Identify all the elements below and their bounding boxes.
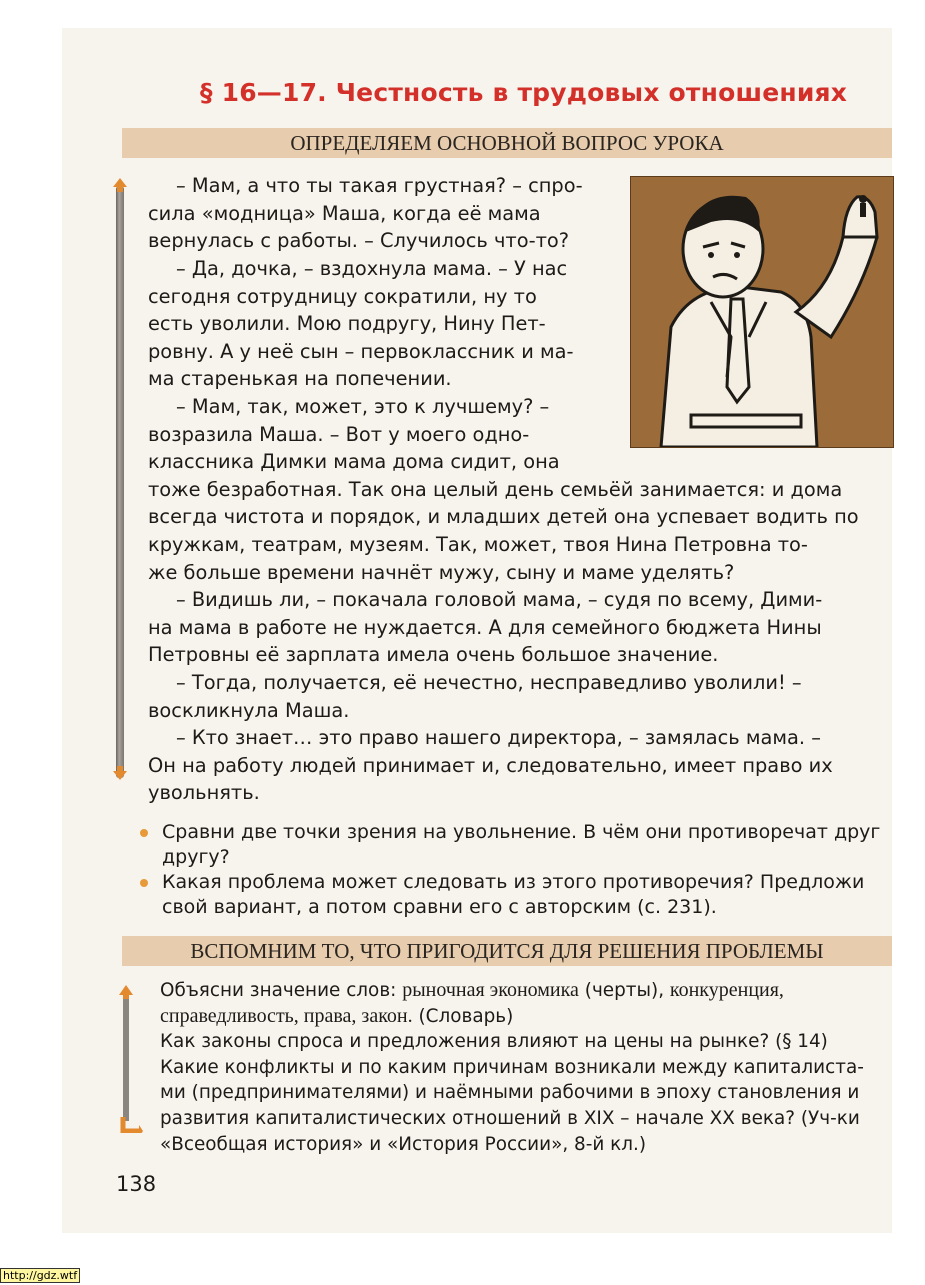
dialogue-paragraph-4 xyxy=(148,586,893,669)
dialogue-paragraph-5 xyxy=(148,669,893,724)
text-line: – Видишь ли, – покачала головой мама, – судя по всему, Дими- xyxy=(176,588,823,611)
term: конкуренция, xyxy=(669,979,784,1001)
text-fragment: (черты), xyxy=(578,980,670,1001)
section-header-lesson-question: ОПРЕДЕЛЯЕМ ОСНОВНОЙ ВОПРОС УРОКА xyxy=(122,128,892,158)
page-number: 138 xyxy=(116,1172,157,1196)
text-line xyxy=(160,1004,895,1030)
text-line: Какая проблема может следовать из этого противоречия? Предложи xyxy=(162,871,865,893)
text-line: тоже безработная. Так она целый день семьёй занимается: и дома xyxy=(148,477,843,501)
term: справедливость, права, закон. xyxy=(160,1004,413,1027)
text-line: есть уволили. Мою подругу, Нину Пет- xyxy=(148,312,546,336)
question-1 xyxy=(162,820,897,870)
recall-list xyxy=(160,978,895,1157)
text-line: увольнять. xyxy=(148,781,260,805)
text-line: Как законы спроса и предложения влияют на цены на рынке? (§ 14) xyxy=(160,1031,828,1053)
text-line: Он на работу людей принимает и, следовательно, имеет право их xyxy=(148,753,833,777)
arrow-up-icon xyxy=(113,178,127,192)
dialogue-paragraph-2 xyxy=(148,255,613,393)
text-line: вернулась с работы. – Случилось что-то? xyxy=(148,229,570,253)
arrow-down-icon xyxy=(113,766,127,780)
term: рыночная экономика xyxy=(402,979,579,1001)
text-line: – Мам, так, может, это к лучшему? – xyxy=(176,395,550,418)
text-line: – Да, дочка, – вздохнула мама. – У нас xyxy=(176,257,568,280)
text-line: Петровны её зарплата имела очень большое значение. xyxy=(148,643,719,667)
text-line: сегодня сотрудницу сократили, ну то xyxy=(148,284,537,308)
text-line: на мама в работе не нуждается. А для семейного бюджета Нины xyxy=(148,615,822,639)
text-line: другу? xyxy=(162,846,230,868)
bullet-icon xyxy=(140,829,148,837)
text-line: – Кто знает… это право нашего директора, – замялась мама. – xyxy=(176,726,821,749)
text-line: Какие конфликты и по каким причинам возникали между капиталиста- xyxy=(160,1056,864,1078)
text-line: ровну. А у неё сын – первоклассник и ма- xyxy=(148,339,574,363)
recall-bracket xyxy=(115,985,143,1133)
text-line: – Тогда, получается, её нечестно, несправедливо уволили! – xyxy=(176,671,802,694)
text-fragment: Объясни значение слов: xyxy=(160,980,403,1001)
text-line: ма старенькая на попечении. xyxy=(148,367,452,391)
bullet-icon xyxy=(140,879,148,887)
question-2 xyxy=(162,870,897,920)
text-line: сила «модница» Маша, когда её мама xyxy=(148,201,541,225)
dialogue-bracket xyxy=(116,186,124,778)
text-line: «Всеобщая история» и «История России», 8-й кл.) xyxy=(160,1133,647,1155)
text-line: – Мам, а что ты такая грустная? – спро- xyxy=(176,174,583,197)
text-line: всегда чистота и порядок, и младших детей она успевает водить по xyxy=(148,505,859,529)
text-line: развития капиталистических отношений в XIX – начале XX века? (Уч-ки xyxy=(160,1107,860,1129)
text-line: возразила Маша. – Вот у моего одно- xyxy=(148,422,530,446)
watermark-link[interactable]: http://gdz.wtf xyxy=(0,1268,80,1283)
text-line: свой вариант, а потом сравни его с авторским (с. 231). xyxy=(162,896,717,918)
page-title: § 16—17. Честность в трудовых отношениях xyxy=(200,78,848,107)
dialogue-paragraph-3 xyxy=(148,393,893,586)
text-line: кружкам, театрам, музеям. Так, может, твоя Нина Петровна то- xyxy=(148,532,808,556)
text-line: классника Димки мама дома сидит, она xyxy=(148,450,560,474)
dialogue-paragraph-6 xyxy=(148,724,893,807)
text-line: же больше времени начнёт мужу, сыну и маме уделять? xyxy=(148,560,735,584)
text-line xyxy=(160,978,895,1004)
text-line: воскликнула Маша. xyxy=(148,698,350,722)
text-line: ми (предпринимателями) и наёмными рабочими в эпоху становления и xyxy=(160,1082,860,1104)
dialogue-paragraph-1 xyxy=(148,172,613,255)
section-header-recall: ВСПОМНИМ ТО, ЧТО ПРИГОДИТСЯ ДЛЯ РЕШЕНИЯ ПРОБЛЕМЫ xyxy=(122,936,892,966)
text-line: Сравни две точки зрения на увольнение. В чём они противоречат друг xyxy=(162,821,881,843)
text-fragment: (Словарь) xyxy=(412,1005,514,1027)
